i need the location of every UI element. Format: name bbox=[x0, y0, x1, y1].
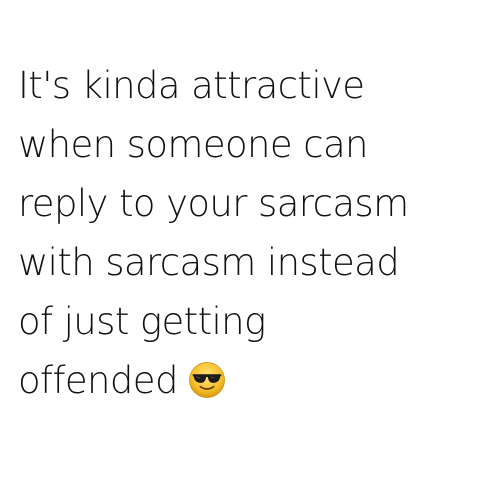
quote-line-4: with sarcasm instead bbox=[18, 241, 400, 284]
sunglasses-emoji-icon bbox=[188, 361, 226, 399]
quote-line-1: It's kinda attractive bbox=[18, 64, 365, 107]
quote-line-5: of just getting bbox=[18, 300, 266, 343]
quote-line-6 bbox=[18, 351, 468, 410]
quote-line-3: reply to your sarcasm bbox=[18, 182, 409, 225]
quote-text bbox=[18, 56, 468, 410]
quote-line-2: when someone can bbox=[18, 123, 368, 166]
quote-line-6-text: offended bbox=[18, 359, 178, 402]
